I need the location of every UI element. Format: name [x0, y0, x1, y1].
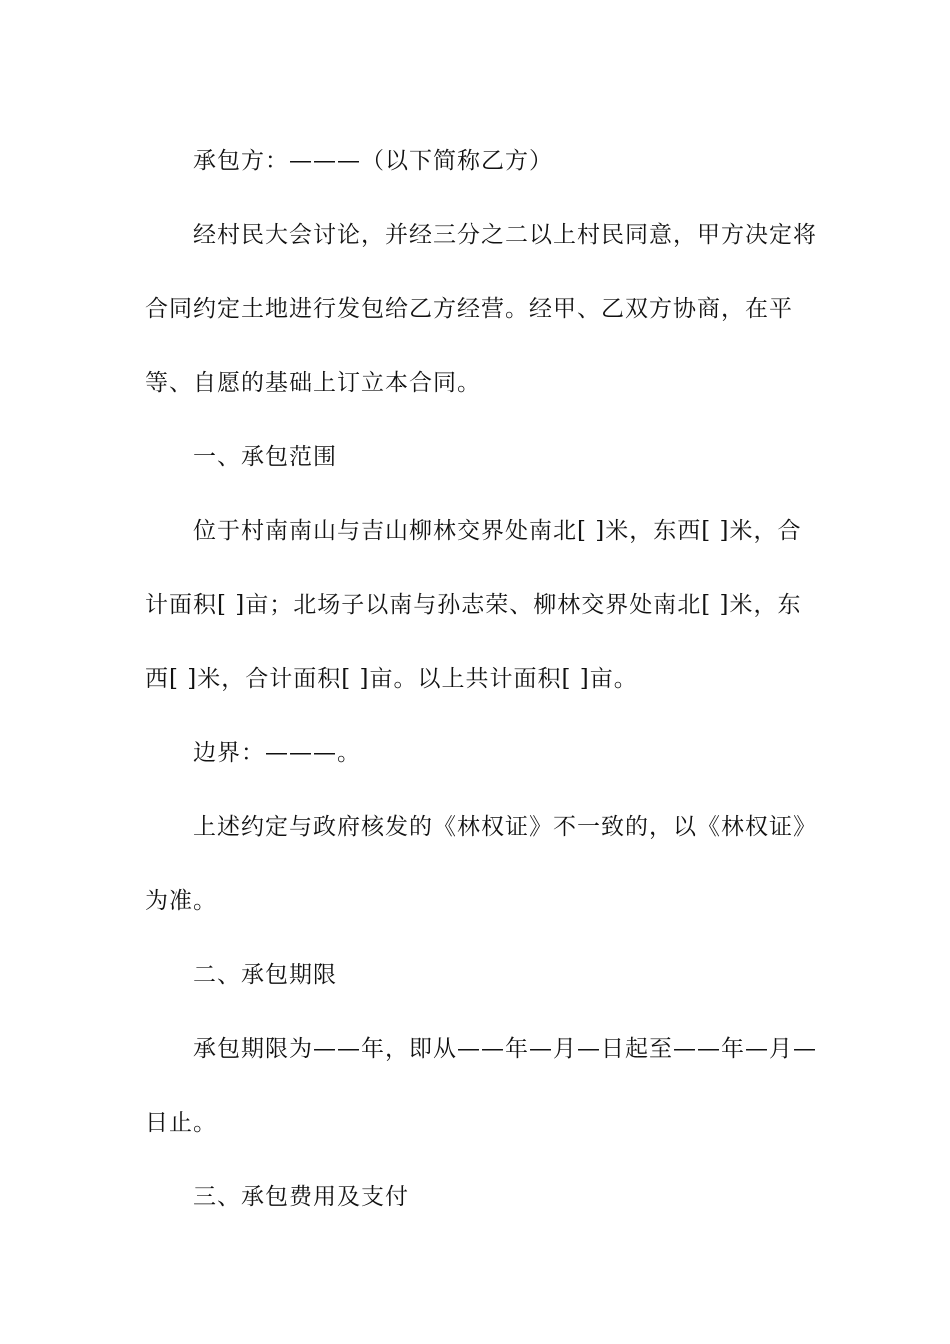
scope-paragraph: 位于村南南山与吉山柳林交界处南北[ ]米，东西[ ]米，合计面积[ ]亩；北场子以南与孙志荣、柳林交界处南北[ ]米，东西[ ]米，合计面积[ ]亩。以上共计面积[ ]亩。	[145, 518, 802, 692]
section-heading-fees: 三、承包费用及支付	[193, 1184, 409, 1210]
document-body	[145, 124, 817, 1234]
contractor-party-line: 承包方：———（以下简称乙方）	[193, 148, 553, 174]
forest-certificate-paragraph: 上述约定与政府核发的《林权证》不一致的，以《林权证》为准。	[145, 814, 817, 914]
preamble-paragraph: 经村民大会讨论，并经三分之二以上村民同意，甲方决定将合同约定土地进行发包给乙方经营。经甲、乙双方协商，在平等、自愿的基础上订立本合同。	[145, 222, 817, 396]
boundary-line: 边界：———。	[193, 740, 361, 766]
section-heading-scope: 一、承包范围	[193, 444, 337, 470]
term-paragraph: 承包期限为——年，即从——年—月—日起至——年—月—日止。	[145, 1036, 817, 1136]
section-heading-term: 二、承包期限	[193, 962, 337, 988]
